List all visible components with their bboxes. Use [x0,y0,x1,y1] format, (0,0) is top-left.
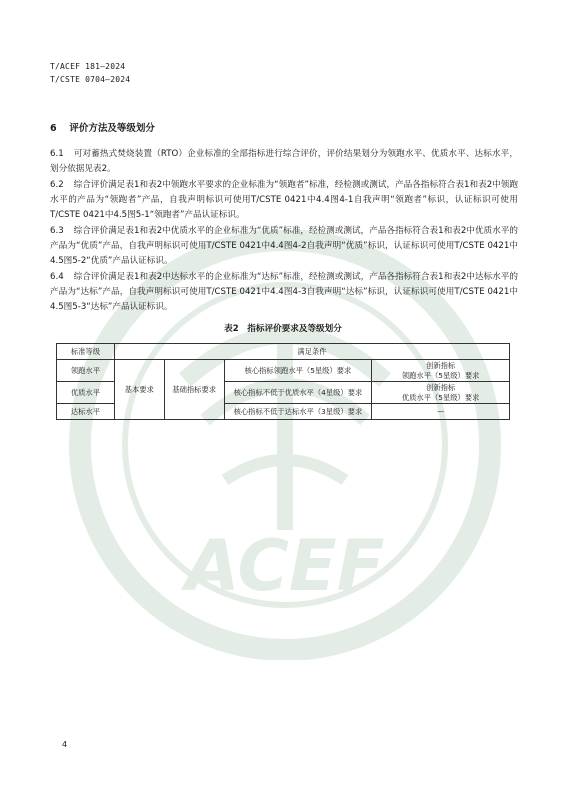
table-row [57,360,510,382]
paragraph-text: 可对蓄热式焚烧装置（RTO）企业标准的全部指标进行综合评价，评价结果划分为领跑水平、优质水平、达标水平，划分依据见表2。 [50,149,518,174]
level-cell: 达标水平 [57,404,115,420]
paragraph-6-4 [50,270,518,315]
paragraph-text: 综合评价满足表1和表2中优质水平的企业标准为“优质”标准，经检测或测试，产品各指标符合表1和表2中优质水平的产品为“优质”产品，自我声明标识可使用T/CSTE 0421中4.4图4-2自我声明“优质”标识，认证标识可使用T/CSTE 0421中4.5图5-2“优质”产品认证标识。 [50,226,518,266]
innovation-line-1: 创新指标 [426,360,456,370]
paragraph-6-1 [50,147,518,177]
core-requirement-cell: 核心指标不低于达标水平（3星级）要求 [224,404,372,420]
standard-code-2: T/CSTE 0704—2024 [50,75,131,84]
paragraph-text: 综合评价满足表1和表2中领跑水平要求的企业标准为“领跑者”标准，经检测或测试，产品各指标符合表1和表2中领跑水平的产品为“领跑者”产品，自我声明标识可使用T/CSTE 0421中4.4图4-1自我声明“领跑者”标识，认证标识可使用T/CSTE 0421中4.5图5-1“领跑者”产品认证标识。 [50,180,518,220]
innovation-cell [372,360,510,382]
header-level: 标准等级 [57,344,115,360]
innovation-line-1: 创新指标 [426,382,456,392]
paragraph-text: 综合评价满足表1和表2中达标水平的企业标准为“达标”标准，经检测或测试，产品各指标符合表1和表2中达标水平的产品为“达标”产品，自我声明标识可使用T/CSTE 0421中4.4图4-3自我声明“达标”标识，认证标识可使用T/CSTE 0421中4.5图5-3“达标”产品认证标识。 [50,272,518,312]
table-caption: 表2 指标评价要求及等级划分 [224,324,342,334]
level-cell: 优质水平 [57,382,115,404]
document-header [50,60,130,86]
standard-code-1: T/ACEF 181—2024 [50,62,126,71]
basic-requirement-cell: 基本要求 [114,360,164,420]
paragraph-6-2 [50,178,518,223]
core-requirement-cell: 核心指标领跑水平（5星级）要求 [224,360,372,382]
paragraph-number: 6.2 [50,180,64,190]
watermark-text: ACEF [185,525,385,607]
innovation-cell [372,382,510,404]
section-heading [50,120,155,134]
innovation-cell: — [372,404,510,420]
page-number: 4 [62,740,68,749]
header-conditions: 满足条件 [114,344,509,360]
evaluation-table [56,343,510,420]
level-cell: 领跑水平 [57,360,115,382]
table-header-row [57,344,510,360]
core-requirement-cell: 核心指标不低于优质水平（4星级）要求 [224,382,372,404]
section-number: 6 [50,123,57,134]
basic-indicator-cell: 基础指标要求 [164,360,224,420]
paragraph-number: 6.1 [50,149,64,159]
paragraph-number: 6.3 [50,226,64,236]
innovation-line-2: 优质水平（5星级）要求 [401,392,480,402]
paragraph-number: 6.4 [50,272,64,282]
innovation-line-2: 领跑水平（5星级）要求 [401,370,480,380]
section-title-text: 评价方法及等级划分 [69,123,155,134]
paragraph-6-3 [50,224,518,269]
